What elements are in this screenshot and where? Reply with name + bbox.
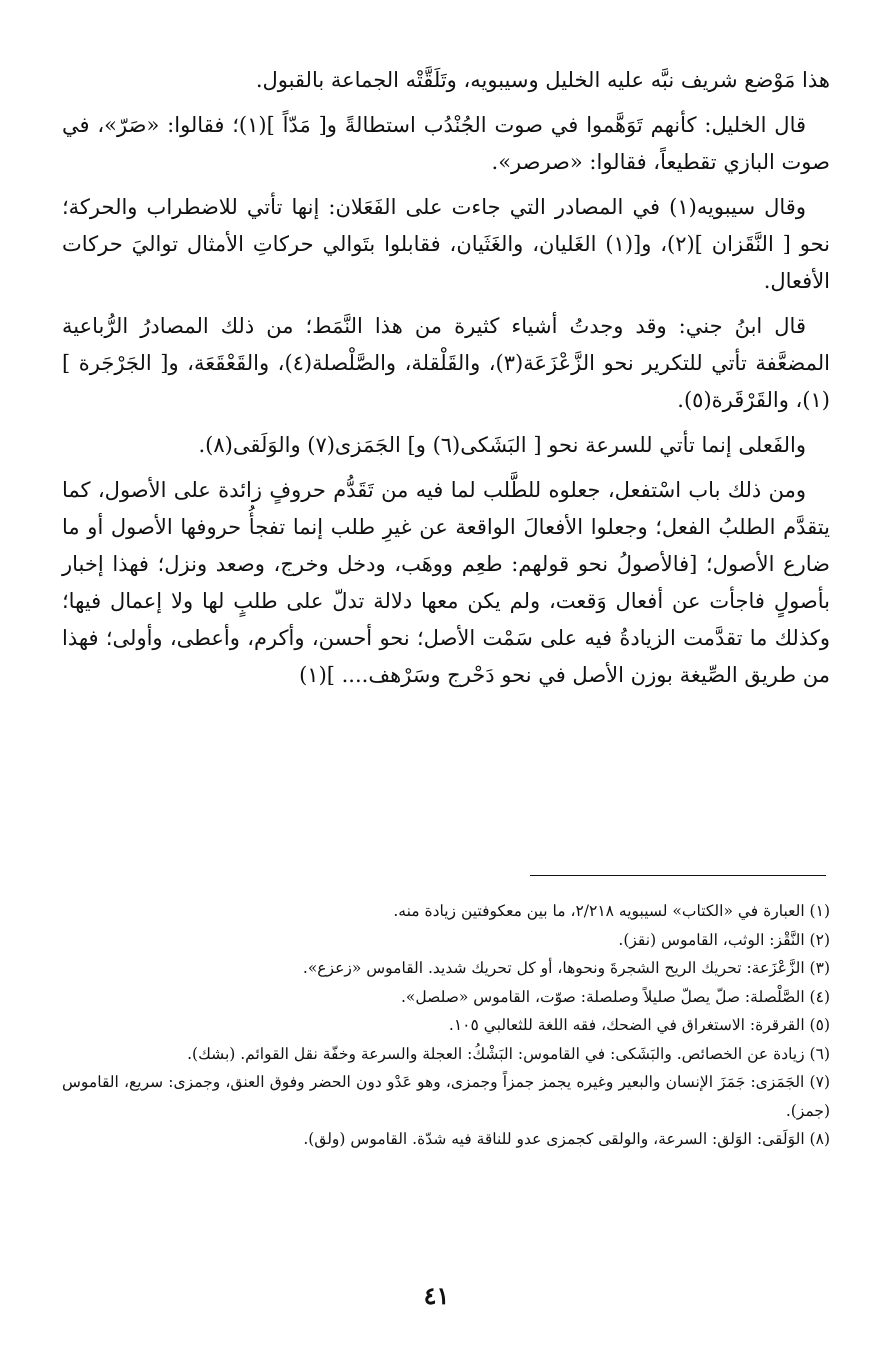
paragraph-4: قال ابنُ جني: وقد وجدتُ أشياء كثيرة من هذا النَّمَط؛ من ذلك المصادرُ الرُّباعية المضعَّفة تأتي للتكرير نحو الزَّعْزَعَة(٣)، والقَلْقلة، والصَّلْصلة(٤)، والقَعْقَعَة، و[ الجَرْجَرة ](١)، والقَرْقَرة(٥). bbox=[62, 314, 830, 412]
footnote-6: (٦) زيادة عن الخصائص. والبَشَكى: في القاموس: البَشْكُ: العجلة والسرعة وخفّة نقل القوائم. (بشك). bbox=[187, 1044, 830, 1063]
paragraph-6: ومن ذلك باب اسْتفعل، جعلوه للطَّلب لما فيه من تَقَدُّم حروفٍ زائدة على الأصول، كما يتقدَّم الطلبُ الفعل؛ وجعلوا الأفعالَ الواقعة عن غيرِ طلب إنما تفجأُ حروفها الأصول أو ما ضارع الأصول؛ [فالأصولُ نحو قولهم: طعِم ووهَب، ودخل وخرج، وصعد ونزل؛ فهذا إخبار بأصولٍ فاجأت عن أفعال وَقعت، ولم يكن معها دلالة تدلّ على طلبٍ لها ولا إعمال فيها؛ وكذلك ما تقدَّمت الزيادةُ فيه على سَمْت الأصل؛ نحو أحسن، وأكرم، وأعطى، وأولى؛ فهذا من طريق الصِّيغة بوزن الأصل في نحو دَحْرج وسَرْهف.... ](١) bbox=[62, 478, 830, 687]
paragraph-2: قال الخليل: كأنهم تَوَهَّموا في صوت الجُنْدُب استطالةً و[ مَدّاً ](١)؛ فقالوا: «صَرّ»، في صوت البازي تقطيعاً، فقالوا: «صرصر». bbox=[62, 113, 830, 174]
paragraph-5: والفَعلى إنما تأتي للسرعة نحو [ البَشَكى(٦) و] الجَمَزى(٧) والوَلَقى(٨). bbox=[198, 433, 806, 457]
footnote-5: (٥) القرقرة: الاستغراق في الضحك، فقه اللغة للثعالبي ١٠٥. bbox=[448, 1016, 830, 1034]
footnote-7: (٧) الجَمَزى: جَمَزَ الإنسان والبعير وغيره يجمز جمزاً وجمزى، وهو عَدْو دون الحضر وفوق العنق، وجمزى: سريع، القاموس (جمز). bbox=[62, 1073, 830, 1120]
footnote-divider bbox=[530, 875, 826, 876]
footnote-1: (١) العبارة في «الكتاب» لسيبويه ٢/٢١٨، ما بين معكوفتين زيادة منه. bbox=[393, 902, 830, 920]
paragraph-3: وقال سيبويه(١) في المصادر التي جاءت على الفَعَلان: إنها تأتي للاضطراب والحركة؛ نحو [ النَّقَزان ](٢)، و[(١) الغَليان، والغَثَيان، فقابلوا بتَوالي حركاتِ الأمثال تواليَ حركات الأفعال. bbox=[62, 195, 830, 293]
footnote-4: (٤) الصَّلْصلة: صلّ يصلّ صليلاً وصلصلة: صوّت، القاموس «صلصل». bbox=[400, 987, 830, 1006]
footnote-2: (٢) النَّقْز: الوثب، القاموس (نقز). bbox=[618, 930, 830, 949]
footnote-3: (٣) الزَّعْزَعة: تحريك الريح الشجرةَ ونحوها، أو كل تحريك شديد. القاموس «زعزع». bbox=[302, 959, 830, 977]
paragraph-1: هذا مَوْضع شريف نبَّه عليه الخليل وسيبويه، وتَلَقَّتْه الجماعة بالقبول. bbox=[255, 68, 830, 92]
page-number: ٤١ bbox=[423, 1281, 450, 1310]
footnotes bbox=[62, 897, 830, 1154]
main-text bbox=[62, 62, 830, 702]
footnote-8: (٨) الوَلَقى: الوَلق: السرعة، والولقى كجمزى عدو للناقة فيه شدّة. القاموس (ولق). bbox=[303, 1130, 830, 1148]
